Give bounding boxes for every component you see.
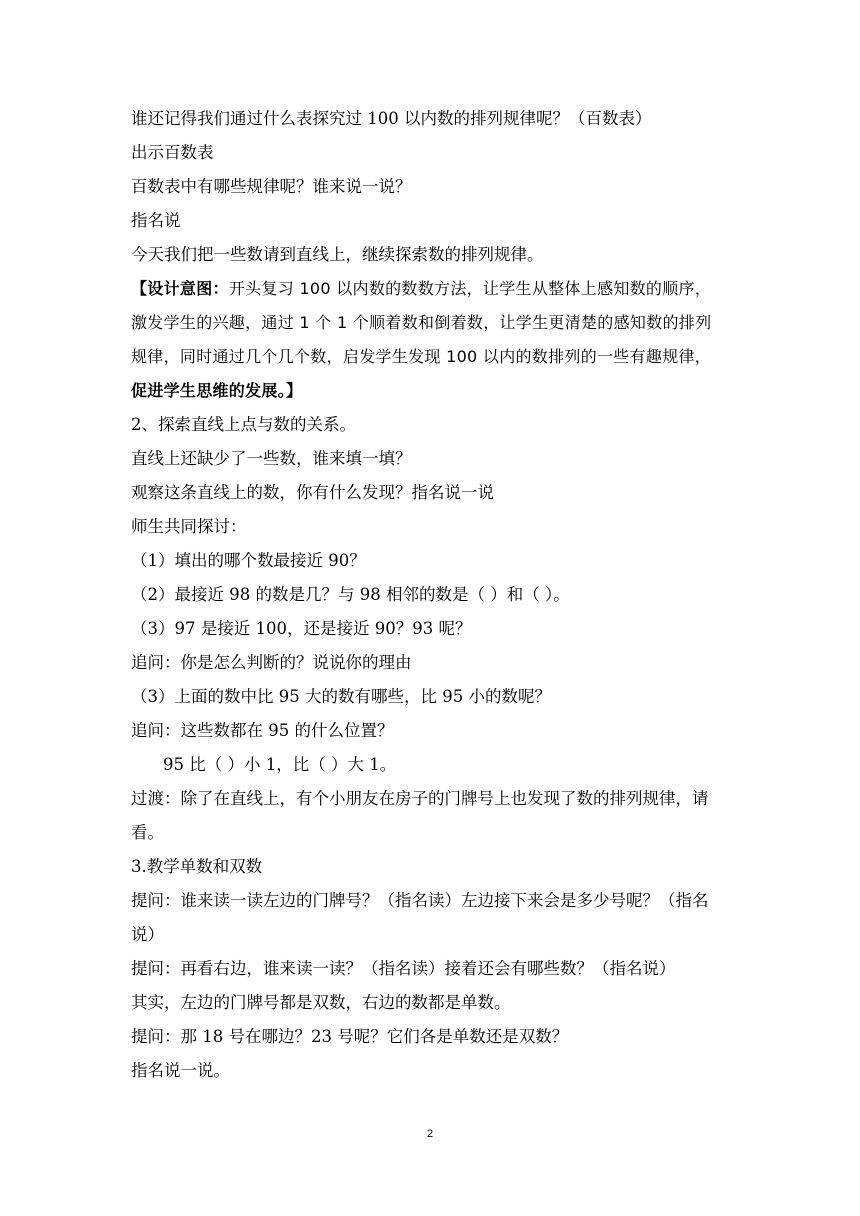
- text-line: 其实，左边的门牌号都是双数，右边的数都是单数。: [131, 993, 511, 1012]
- text-line: 说）: [131, 925, 164, 944]
- text-line: （3）97 是接近 100，还是接近 90？93 呢？: [131, 619, 472, 638]
- design-label: 【设计意图：: [131, 279, 229, 298]
- section-heading: 3.教学单数和双数: [131, 857, 263, 876]
- design-line: 规律，同时通过几个几个数，启发学生发现 100 以内的数排列的一些有趣规律，: [131, 347, 712, 366]
- text-line: 师生共同探讨：: [131, 517, 247, 536]
- text-line: 提问：那 18 号在哪边？23 号呢？它们各是单数还是双数？: [131, 1027, 569, 1046]
- text-line: 追问：你是怎么判断的？说说你的理由: [131, 653, 412, 672]
- text-line: 追问：这些数都在 95 的什么位置？: [131, 721, 394, 740]
- text-line: 观察这条直线上的数，你有什么发现？指名说一说: [131, 483, 494, 502]
- text-line: 提问：谁来读一读左边的门牌号？（指名读）左边接下来会是多少号呢？（指名: [131, 891, 709, 910]
- text-line: 今天我们把一些数请到直线上，继续探索数的排列规律。: [131, 245, 544, 264]
- design-line: 促进学生思维的发展。】: [131, 381, 303, 400]
- page-number: 2: [426, 1128, 434, 1140]
- text-line: 指名说: [131, 211, 181, 230]
- design-line: 激发学生的兴趣，通过 1 个 1 个顺着数和倒着数，让学生更清楚的感知数的排列: [131, 313, 712, 332]
- text-line: （1）填出的哪个数最接近 90？: [131, 551, 366, 570]
- text-line: 直线上还缺少了一些数，谁来填一填？: [131, 449, 412, 468]
- text-line: 出示百数表: [131, 143, 214, 162]
- text-line: 指名说一说。: [131, 1061, 230, 1080]
- text-line: 看。: [131, 823, 164, 842]
- text-line: （3）上面的数中比 95 大的数有哪些，比 95 小的数呢？: [131, 687, 551, 706]
- text-line: 百数表中有哪些规律呢？谁来说一说？: [131, 177, 412, 196]
- design-intent-paragraph: [131, 272, 731, 408]
- text-line: 提问：再看右边，谁来读一读？（指名读）接着还会有哪些数？（指名说）: [131, 959, 676, 978]
- text-line: 谁还记得我们通过什么表探究过 100 以内数的排列规律呢？（百数表）: [131, 109, 652, 128]
- section-heading: 2、探索直线上点与数的关系。: [131, 415, 356, 434]
- text-line: （2）最接近 98 的数是几？与 98 相邻的数是（ ）和（ ）。: [131, 585, 570, 604]
- text-line: 过渡：除了在直线上，有个小朋友在房子的门牌号上也发现了数的排列规律，请: [131, 789, 709, 808]
- design-line: [131, 272, 731, 306]
- text-line: 95 比（ ）小 1，比（ ）大 1。: [163, 755, 397, 774]
- design-text: 开头复习 100 以内数的数数方法，让学生从整体上感知数的顺序，: [228, 279, 712, 298]
